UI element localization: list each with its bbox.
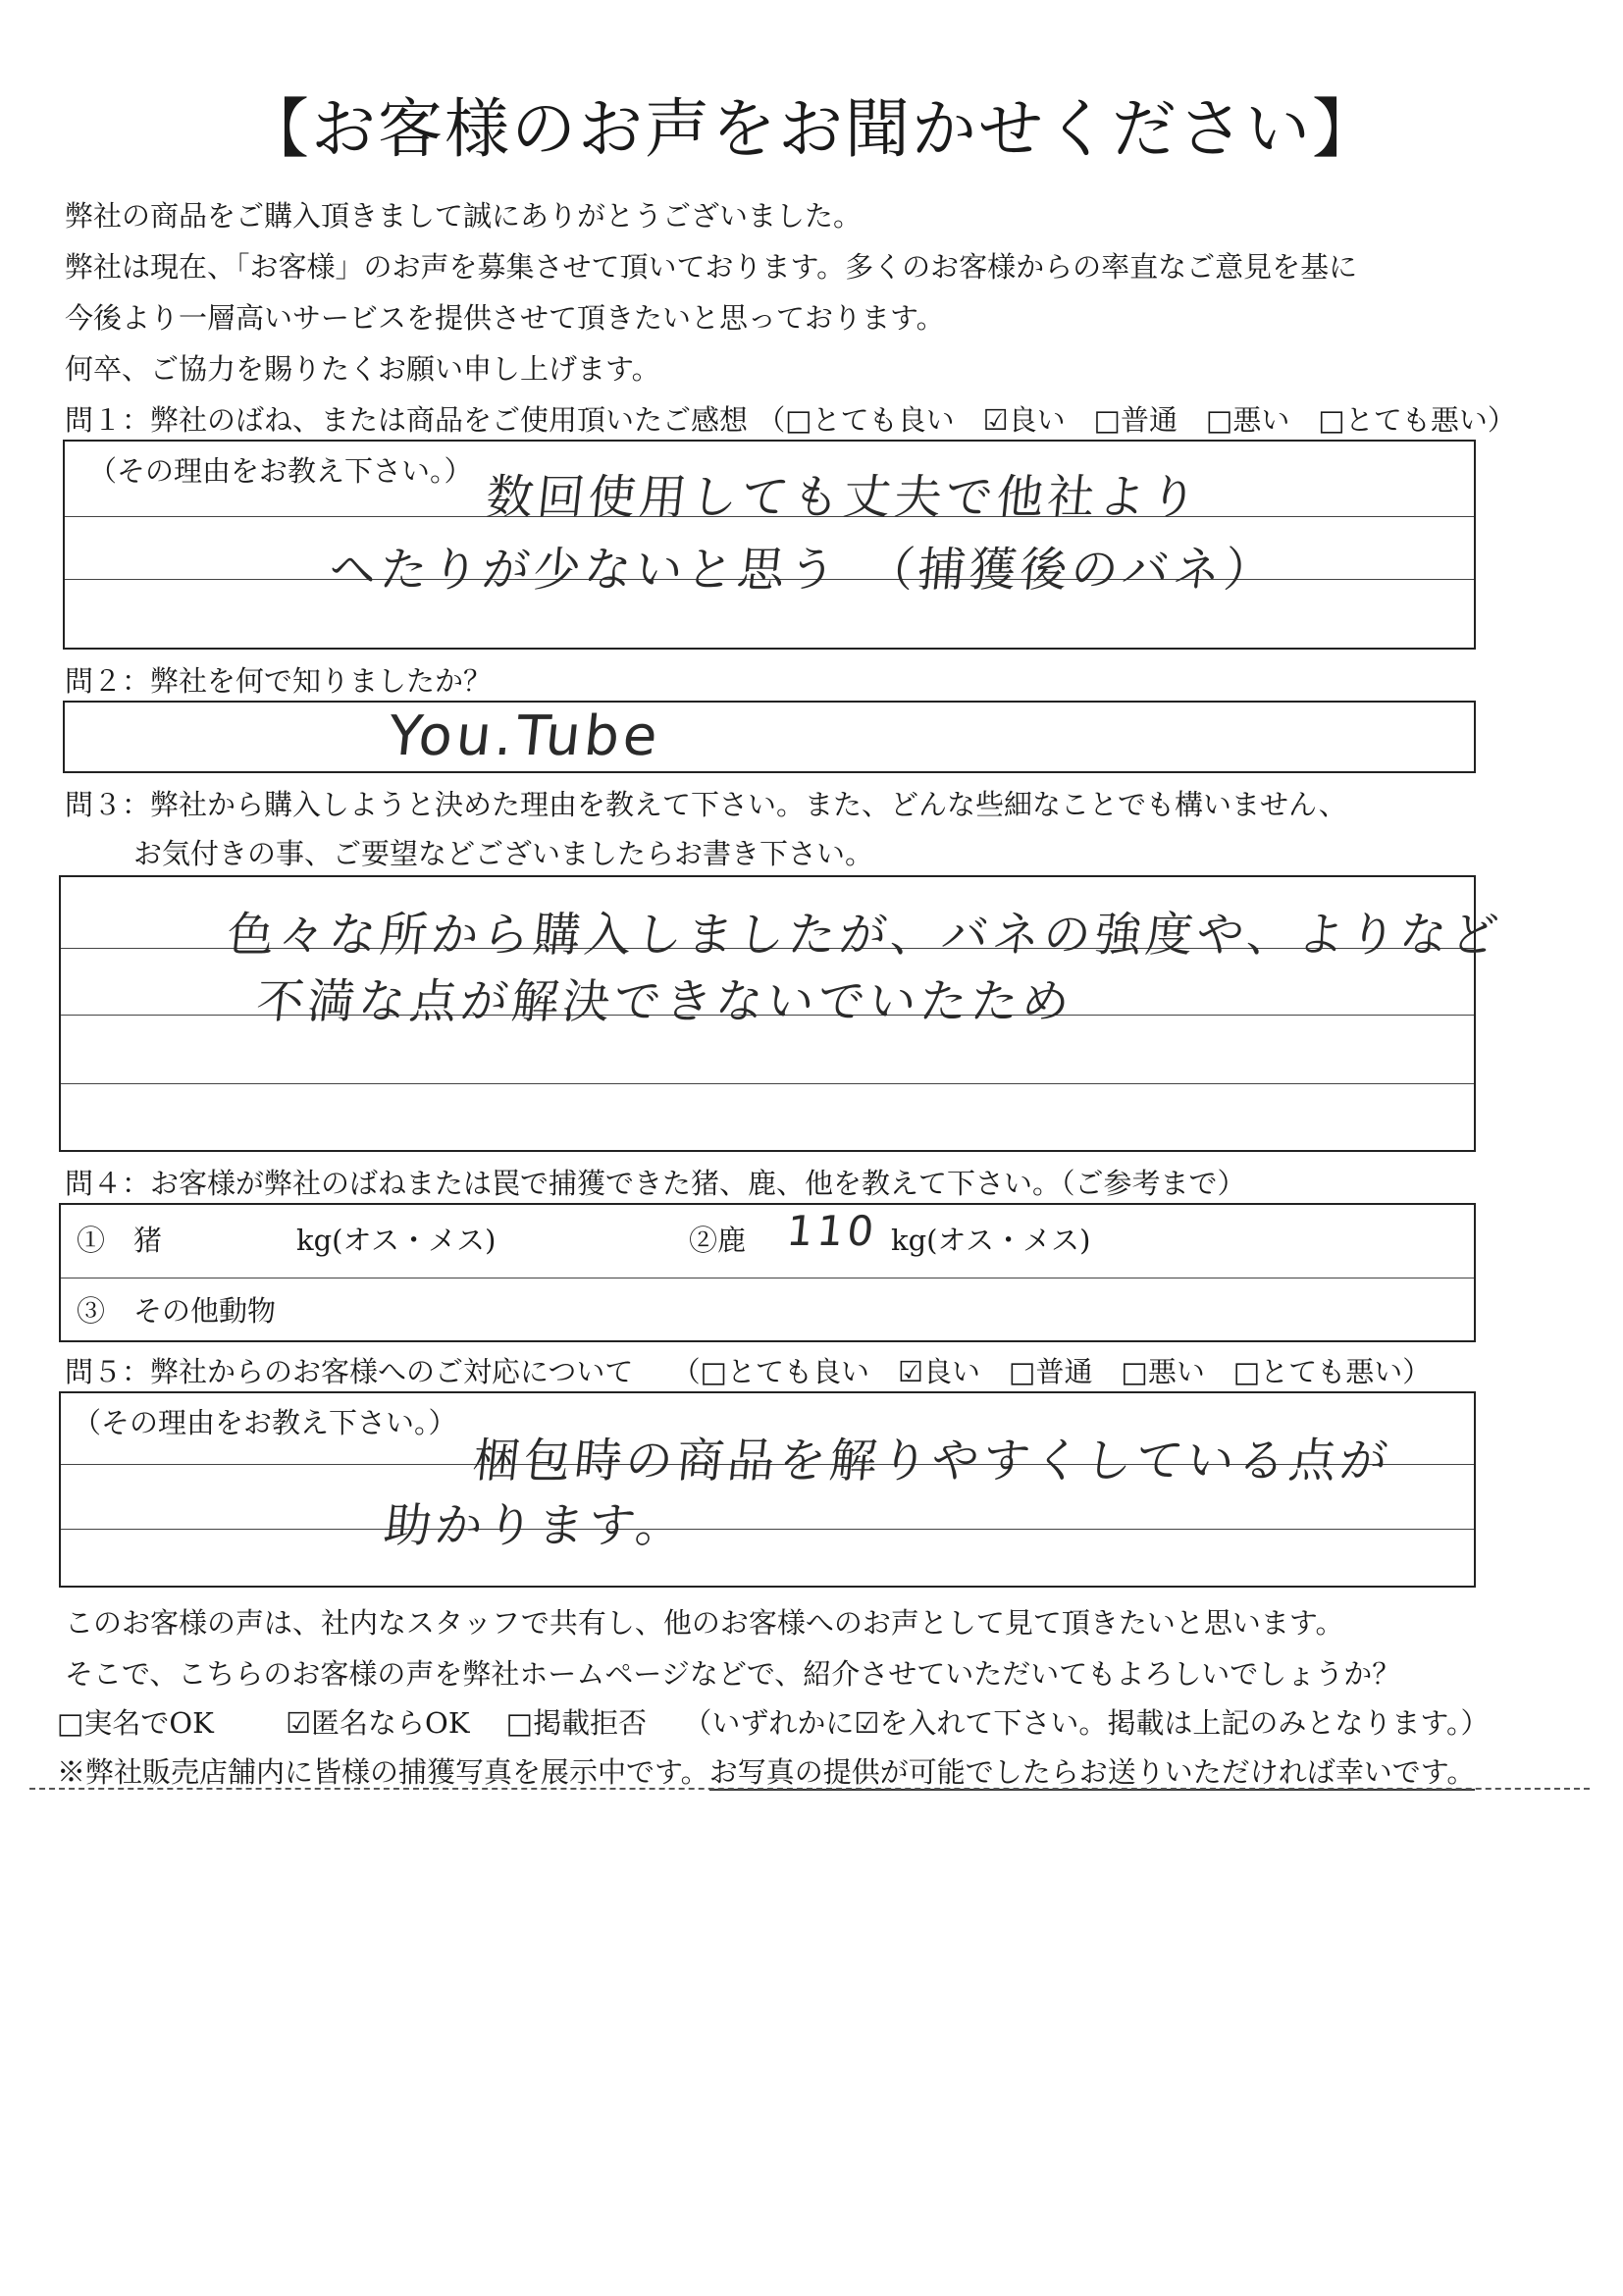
q1-answer-line-1: 数回使用しても丈夫で他社より — [483, 470, 1204, 525]
q3-rule-3 — [61, 1083, 1474, 1084]
q1-options[interactable]: （□とても良い ☑良い □普通 □悪い □とても悪い） — [757, 403, 1516, 437]
photo-note-a: ※弊社販売店舗内に皆様の捕獲写真を展示中です。 — [57, 1755, 709, 1789]
q4-deer-value: 110 — [784, 1207, 880, 1255]
form-title: 【お客様のお声をお聞かせください】 — [244, 91, 1379, 167]
option-refuse[interactable]: □掲載拒否 — [505, 1706, 648, 1740]
option-real-name[interactable]: □実名でOK — [57, 1706, 214, 1740]
option-anonymous[interactable]: ☑匿名ならOK — [286, 1706, 470, 1740]
footer-line-1: このお客様の声は、社内なスタッフで共有し、他のお客様へのお声として見て頂きたいと思います。 — [65, 1606, 1344, 1640]
q4-boar-label: ① 猪 — [77, 1224, 163, 1257]
q5-question — [65, 1350, 1431, 1390]
q1-question — [65, 398, 1516, 439]
q3-question-cont: お気付きの事、ご要望などございましたらお書き下さい。 — [133, 837, 874, 870]
intro-line-2: 弊社は現在、「お客様」のお声を募集させて頂いております。多くのお客様からの率直なご意見を基に — [65, 250, 1358, 284]
q5-answer-box[interactable] — [59, 1391, 1476, 1588]
q3-answer-line-2: 不満な点が解決できないでいたため — [253, 974, 1076, 1029]
photo-note-b: お写真の提供が可能でしたらお送りいただければ幸いです。 — [708, 1755, 1476, 1789]
q5-reason-label: （その理由をお教え下さい。） — [73, 1406, 457, 1439]
q4-question: 問４：お客様が弊社のばねまたは罠で捕獲できた猪、鹿、他を教えて下さい。（ご参考まで） — [65, 1167, 1246, 1200]
q4-deer-label: ②鹿 — [689, 1224, 747, 1257]
q5-options[interactable]: （□とても良い ☑良い □普通 □悪い □とても悪い） — [671, 1355, 1432, 1388]
q1-answer-line-2: ヘたりが少ないと思う （捕獲後のバネ） — [326, 543, 1279, 598]
q2-answer: You.Tube — [385, 704, 664, 768]
footer-line-2: そこで、こちらのお客様の声を弊社ホームページなどで、紹介させていただいてもよろしいでしょうか？ — [65, 1657, 1401, 1691]
q5-question-text: 問５：弊社からのお客様へのご対応について — [65, 1355, 634, 1388]
q1-question-text: 問１：弊社のばね、または商品をご使用頂いたご感想 — [65, 403, 749, 437]
intro-line-1: 弊社の商品をご購入頂きまして誠にありがとうございました。 — [65, 199, 863, 233]
q5-answer-line-2: 助かります。 — [381, 1498, 690, 1553]
q2-question: 問２：弊社を何で知りましたか？ — [65, 664, 493, 698]
intro-line-3: 今後より一層高いサービスを提供させて頂きたいと思っております。 — [65, 301, 945, 335]
photo-note — [57, 1750, 1475, 1791]
intro-line-4: 何卒、ご協力を賜りたくお願い申し上げます。 — [65, 352, 660, 386]
q1-reason-label: （その理由をお教え下さい。） — [88, 454, 473, 488]
q1-answer-box[interactable] — [63, 440, 1476, 650]
q3-answer-line-1: 色々な所から購入しましたが、バネの強度や、よりなど — [224, 908, 1505, 963]
publish-options — [57, 1701, 1490, 1742]
q4-boar-unit[interactable]: kg(オス・メス) — [296, 1224, 497, 1257]
q4-deer-unit[interactable]: kg(オス・メス) — [891, 1224, 1091, 1257]
q3-answer-box[interactable] — [59, 875, 1505, 1152]
q5-rule-2 — [61, 1529, 1474, 1530]
cut-line — [29, 1788, 1590, 1790]
q4-other-label: ③ その他動物 — [77, 1294, 277, 1328]
q3-question: 問３：弊社から購入しようと決めた理由を教えて下さい。また、どんな些細なことでも構いません、 — [65, 788, 1347, 821]
q2-answer-box[interactable] — [63, 701, 1476, 773]
q4-answer-box[interactable] — [59, 1203, 1476, 1342]
q5-answer-line-1: 梱包時の商品を解りやすくしている点が — [469, 1434, 1394, 1488]
option-note: （いずれかに☑を入れて下さい。掲載は上記のみとなります。） — [683, 1706, 1490, 1740]
